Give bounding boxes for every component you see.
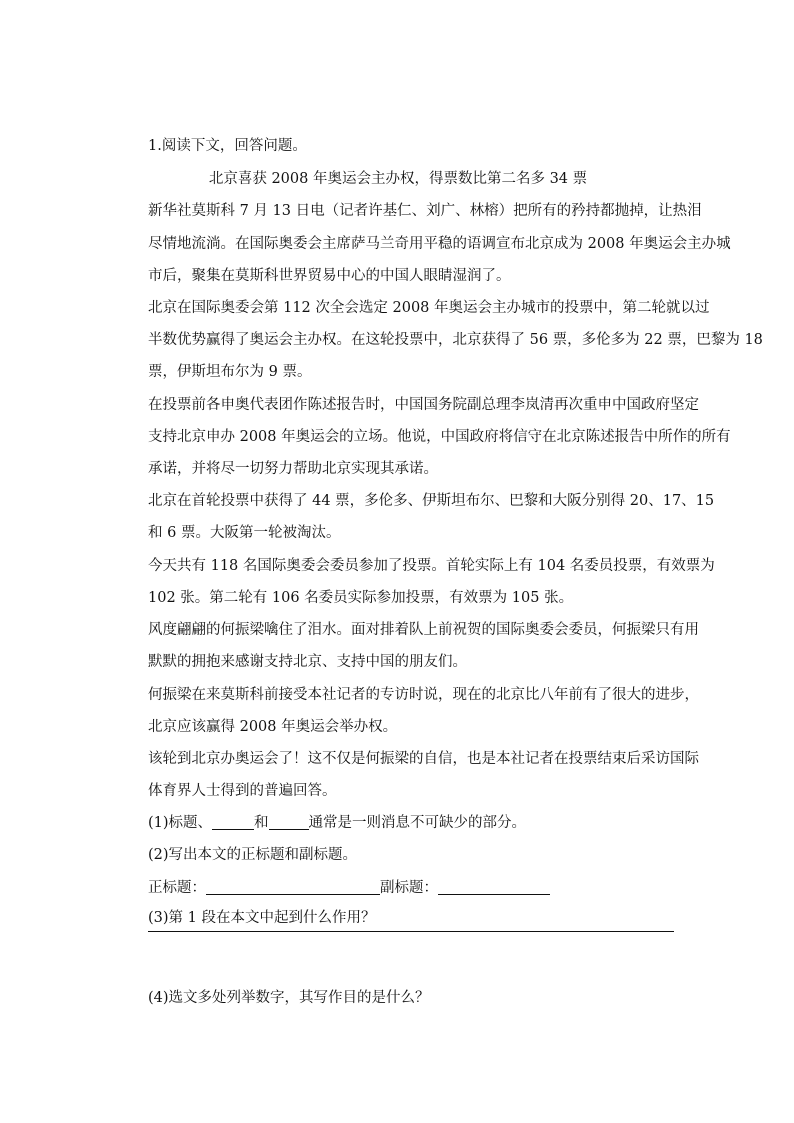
article-line: 体育界人士得到的普遍回答。	[148, 783, 337, 799]
question-1-prefix: (1)标题、	[148, 815, 213, 831]
question-1-middle: 和	[254, 815, 269, 831]
question-2-answer	[148, 878, 678, 898]
sub-title-blank[interactable]	[438, 879, 550, 895]
question-1	[148, 813, 678, 833]
article-line: 北京在首轮投票中获得了 44 票，多伦多、伊斯坦布尔、巴黎和大阪分别得 20、17、15	[148, 493, 715, 509]
question-2: (2)写出本文的正标题和副标题。	[148, 847, 358, 863]
article-line: 和 6 票。大阪第一轮被淘汰。	[148, 525, 341, 541]
article-line: 新华社莫斯科 7 月 13 日电（记者许基仁、刘广、林榕）把所有的矜持都抛掉，让热泪	[148, 203, 702, 219]
sub-title-label: 副标题：	[380, 880, 438, 896]
question-4: (4)选文多处列举数字，其写作目的是什么？	[148, 990, 430, 1006]
article-line: 102 张。第二轮有 106 名委员实际参加投票，有效票为 105 张。	[148, 590, 574, 606]
article-line: 今天共有 118 名国际奥委会委员参加了投票。首轮实际上有 104 名委员投票，有效票为	[148, 558, 715, 574]
article-line: 尽情地流淌。在国际奥委会主席萨马兰奇用平稳的语调宣布北京成为 2008 年奥运会主办城	[148, 236, 731, 252]
answer-line[interactable]	[148, 931, 674, 932]
main-title-blank[interactable]	[206, 879, 380, 895]
question-1-suffix: 通常是一则消息不可缺少的部分。	[308, 815, 527, 831]
question-3: (3)第 1 段在本文中起到什么作用？	[148, 910, 376, 926]
article-line: 北京在国际奥委会第 112 次全会选定 2008 年奥运会主办城市的投票中，第二轮就以过	[148, 300, 710, 316]
article-line: 在投票前各申奥代表团作陈述报告时，中国国务院副总理李岚清再次重申中国政府坚定	[148, 397, 699, 413]
article-line: 半数优势赢得了奥运会主办权。在这轮投票中，北京获得了 56 票，多伦多为 22 票，巴黎为 18	[148, 332, 763, 348]
article-line: 北京应该赢得 2008 年奥运会举办权。	[148, 719, 398, 735]
answer-blank[interactable]	[212, 814, 254, 830]
main-title-label: 正标题：	[148, 880, 206, 896]
article-line: 支持北京申办 2008 年奥运会的立场。他说，中国政府将信守在北京陈述报告中所作的所有	[148, 429, 731, 445]
answer-blank[interactable]	[269, 814, 309, 830]
question-heading: 1.阅读下文，回答问题。	[148, 138, 307, 154]
article-line: 风度翩翩的何振梁噙住了泪水。面对排着队上前祝贺的国际奥委会委员，何振梁只有用	[148, 622, 699, 638]
article-line: 承诺，并将尽一切努力帮助北京实现其承诺。	[148, 461, 438, 477]
article-title: 北京喜获 2008 年奥运会主办权，得票数比第二名多 34 票	[208, 171, 588, 187]
article-line: 默默的拥抱来感谢支持北京、支持中国的朋友们。	[148, 654, 467, 670]
article-line: 市后，聚集在莫斯科世界贸易中心的中国人眼睛湿润了。	[148, 268, 511, 284]
article-line: 何振梁在来莫斯科前接受本社记者的专访时说，现在的北京比八年前有了很大的进步，	[148, 687, 699, 703]
article-line: 该轮到北京办奥运会了！这不仅是何振梁的自信，也是本社记者在投票结束后采访国际	[148, 751, 699, 767]
article-line: 票，伊斯坦布尔为 9 票。	[148, 364, 312, 380]
